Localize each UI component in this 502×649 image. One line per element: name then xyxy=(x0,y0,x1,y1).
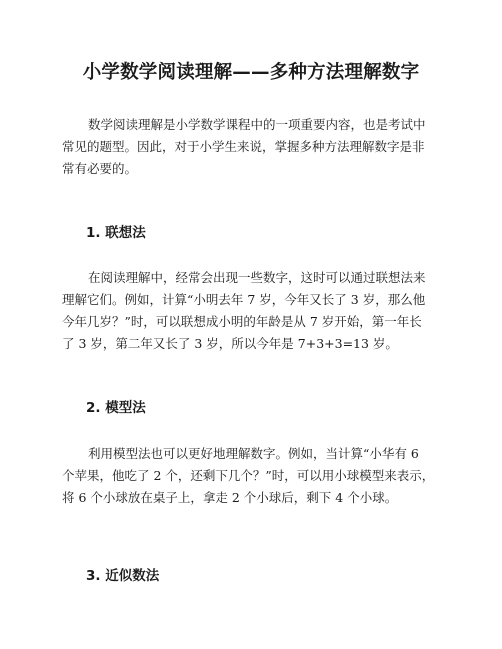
document-title: 小学数学阅读理解——多种方法理解数字 xyxy=(82,62,420,83)
intro-line: 数学阅读理解是小学数学课程中的一项重要内容，也是考试中 xyxy=(88,117,426,132)
paragraph-line: 了 3 岁，第二年又长了 3 岁，所以今年是 7+3+3=13 岁。 xyxy=(62,336,398,351)
section-heading-association: 1. 联想法 xyxy=(86,225,146,241)
intro-paragraph xyxy=(62,114,472,180)
paragraph-line: 在阅读理解中，经常会出现一些数字，这时可以通过联想法来 xyxy=(88,270,426,285)
paragraph-line: 理解它们。例如，计算“小明去年 7 岁，今年又长了 3 岁，那么他 xyxy=(62,292,426,307)
paragraph-line: 将 6 个小球放在桌子上，拿走 2 个小球后，剩下 4 个小球。 xyxy=(62,490,398,505)
paragraph-line: 个苹果，他吃了 2 个，还剩下几个？”时，可以用小球模型来表示， xyxy=(62,468,435,483)
section-heading-model: 2. 模型法 xyxy=(86,400,146,416)
intro-line: 常有必要的。 xyxy=(62,161,138,176)
intro-line: 常见的题型。因此，对于小学生来说，掌握多种方法理解数字是非 xyxy=(62,139,425,154)
section-paragraph-association xyxy=(62,267,472,355)
paragraph-line: 今年几岁？”时，可以联想成小明的年龄是从 7 岁开始，第一年长 xyxy=(62,314,422,329)
section-paragraph-model xyxy=(62,443,472,509)
section-heading-approximation: 3. 近似数法 xyxy=(86,568,160,584)
paragraph-line: 利用模型法也可以更好地理解数字。例如，当计算“小华有 6 xyxy=(88,446,419,461)
